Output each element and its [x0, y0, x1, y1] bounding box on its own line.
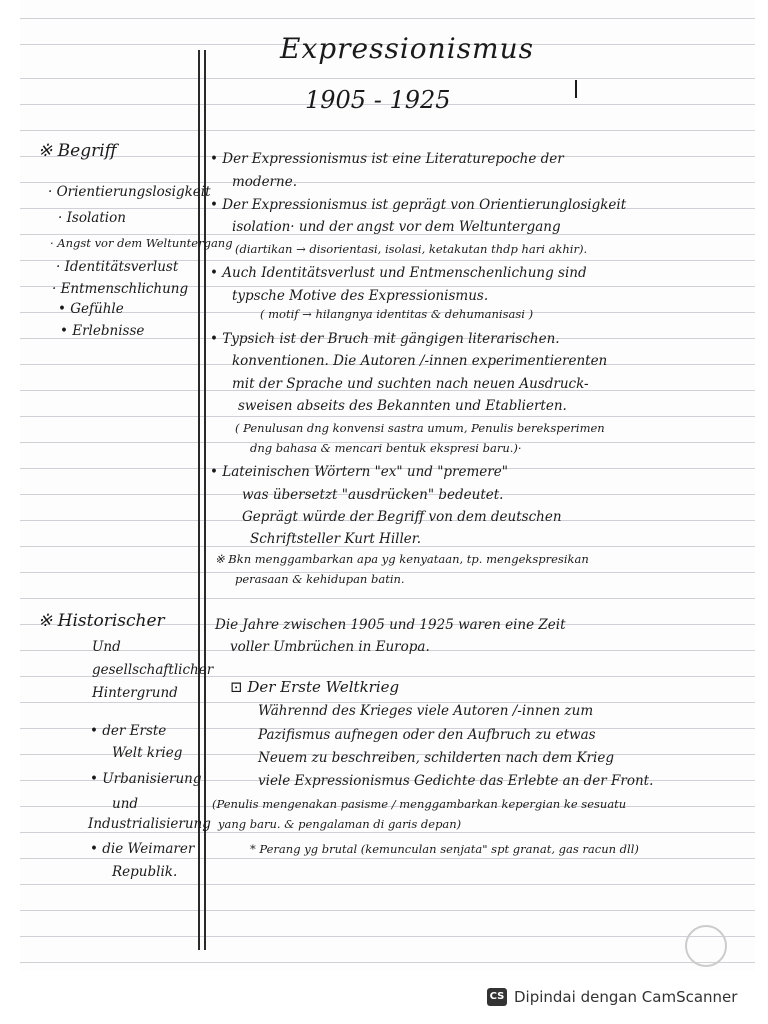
note-line: • Typsich ist der Bruch mit gängigen literarischen.	[210, 331, 560, 347]
subheading: ⊡ Der Erste Weltkrieg	[230, 678, 400, 696]
note-line: Die Jahre zwischen 1905 und 1925 waren eine Zeit	[215, 617, 566, 633]
page-title: Expressionismus	[280, 32, 534, 65]
note-translation: ( motif → hilangnya identitas & dehumanisasi )	[260, 307, 534, 321]
camscanner-logo-icon: CS	[487, 988, 507, 1006]
note-line: sweisen abseits des Bekannten und Etablierten.	[238, 398, 567, 414]
sidebar-item: • der Erste	[90, 723, 167, 739]
sidebar-item: Industrialisierung	[88, 816, 211, 832]
pen-mark	[575, 80, 577, 98]
sidebar-item: • Urbanisierung	[90, 771, 202, 787]
sidebar-item: · Angst vor dem Weltuntergang	[50, 236, 233, 250]
note-line: • Der Expressionismus ist geprägt von Orientierunglosigkeit	[210, 197, 627, 213]
note-line: • Auch Identitätsverlust und Entmenschenlichung sind	[210, 265, 587, 281]
sidebar-item: • Erlebnisse	[60, 323, 145, 339]
sidebar-item: • die Weimarer	[90, 841, 195, 857]
note-line: voller Umbrüchen in Europa.	[230, 639, 430, 655]
note-line: isolation· und der angst vor dem Weltuntergang	[232, 219, 561, 235]
note-translation: (diartikan → disorientasi, isolasi, ketakutan thdp hari akhir).	[235, 242, 588, 256]
note-translation: yang baru. & pengalaman di garis depan)	[218, 817, 462, 831]
heading-cont: Hintergrund	[92, 685, 178, 701]
note-translation: dng bahasa & mencari bentuk ekspresi baru.)·	[250, 441, 522, 455]
sidebar-item: · Entmenschlichung	[52, 281, 189, 297]
notebook-page	[20, 0, 755, 970]
period-years: 1905 - 1925	[305, 86, 451, 114]
sidebar-item: · Orientierungslosigkeit	[48, 184, 211, 200]
heading-cont: Und	[92, 639, 121, 655]
note-line: typsche Motive des Expressionismus.	[232, 288, 489, 304]
note-line: Geprägt würde der Begriff von dem deutschen	[242, 509, 562, 525]
note-line: mit der Sprache und suchten nach neuen Ausdruck-	[232, 376, 589, 392]
note-translation: ( Penulusan dng konvensi sastra umum, Penulis bereksperimen	[235, 421, 605, 435]
scanner-watermark-text: Dipindai dengan CamScanner	[514, 988, 738, 1006]
sidebar-item: · Identitätsverlust	[56, 259, 179, 275]
note-remark: ※ Bkn menggambarkan apa yg kenyataan, tp. mengekspresikan	[215, 552, 589, 566]
note-translation: (Penulis mengenakan pasisme / menggambarkan kepergian ke sesuatu	[212, 797, 627, 811]
sidebar-item: · Isolation	[58, 210, 126, 226]
note-remark: perasaan & kehidupan batin.	[235, 572, 405, 586]
scanner-stamp	[685, 925, 727, 967]
note-line: konventionen. Die Autoren /-innen experimentierenten	[232, 353, 608, 369]
sidebar-item: und	[112, 796, 139, 812]
note-line: moderne.	[232, 174, 297, 190]
heading-cont: gesellschaftlicher	[92, 662, 214, 678]
begriff-heading: ※ Begriff	[38, 141, 117, 161]
note-line: was übersetzt "ausdrücken" bedeutet.	[242, 487, 504, 503]
sidebar-item: Welt krieg	[112, 745, 183, 761]
note-remark: * Perang yg brutal (kemunculan senjata" spt granat, gas racun dll)	[250, 842, 639, 856]
note-line: Pazifismus aufnegen oder den Aufbruch zu etwas	[258, 727, 596, 743]
note-line: Währennd des Krieges viele Autoren /-innen zum	[258, 703, 594, 719]
note-line: • Der Expressionismus ist eine Literaturepoche der	[210, 151, 564, 167]
note-line: Neuem zu beschreiben, schilderten nach dem Krieg	[258, 750, 614, 766]
note-line: • Lateinischen Wörtern "ex" und "premere"	[210, 464, 508, 480]
sidebar-item: Republik.	[112, 864, 178, 880]
hintergrund-heading: ※ Historischer	[38, 611, 165, 631]
note-line: Schriftsteller Kurt Hiller.	[250, 531, 422, 547]
note-line: viele Expressionismus Gedichte das Erlebte an der Front.	[258, 773, 654, 789]
sidebar-item: • Gefühle	[58, 301, 124, 317]
